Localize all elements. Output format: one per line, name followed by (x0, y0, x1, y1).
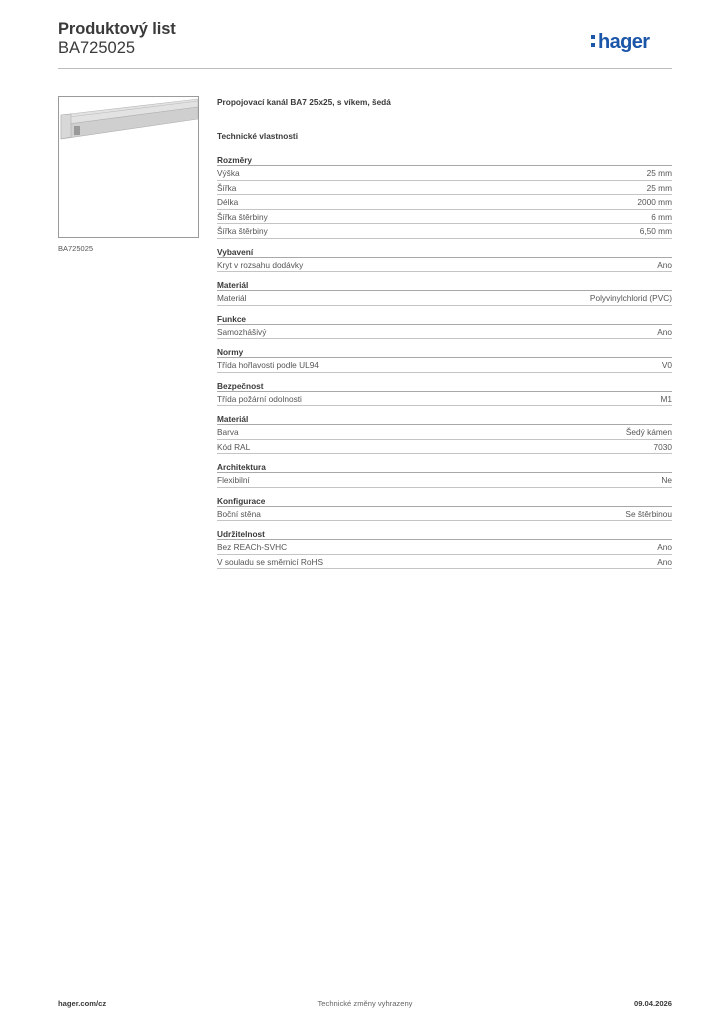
property-row (217, 210, 672, 225)
property-group (217, 279, 672, 306)
property-row (217, 392, 672, 407)
property-group (217, 246, 672, 273)
property-value: 25 mm (646, 168, 672, 178)
property-groups (217, 154, 672, 569)
property-group (217, 528, 672, 569)
property-label: Kryt v rozsahu dodávky (217, 259, 304, 270)
property-row (217, 358, 672, 373)
property-label: Šířka štěrbiny (217, 211, 268, 222)
property-value: Ano (657, 326, 672, 337)
group-title: Konfigurace (217, 495, 672, 507)
property-value: Šedý kámen (625, 427, 672, 437)
property-value: Ano (657, 542, 672, 552)
property-row (217, 181, 672, 196)
property-value: Ano (657, 259, 672, 270)
property-row (217, 425, 672, 440)
property-row (217, 507, 672, 522)
property-value: Ano (657, 556, 672, 567)
group-title: Udržitelnost (217, 528, 672, 540)
property-row (217, 258, 672, 273)
group-title: Rozměry (217, 154, 672, 166)
property-value: Ne (661, 475, 672, 485)
property-label: Délka (217, 197, 239, 207)
group-title: Materiál (217, 279, 672, 291)
property-group (217, 495, 672, 522)
property-value: V0 (661, 360, 672, 370)
property-value: 7030 (653, 441, 672, 452)
group-title: Architektura (217, 461, 672, 473)
property-value: 25 mm (646, 182, 672, 193)
property-row (217, 440, 672, 455)
footer-note: Technické změny vyhrazeny (317, 999, 413, 1008)
group-title: Funkce (217, 313, 672, 325)
header-divider (58, 68, 672, 69)
property-group (217, 154, 672, 239)
property-value: Se štěrbinou (625, 508, 672, 519)
property-label: Šířka štěrbiny (217, 226, 268, 236)
property-value: 6,50 mm (639, 226, 672, 236)
property-label: Třída hořlavosti podle UL94 (217, 360, 319, 370)
property-row (217, 473, 672, 488)
property-label: Šířka (217, 182, 237, 193)
group-title: Normy (217, 346, 672, 358)
document-header (58, 20, 672, 66)
property-row (217, 540, 672, 555)
property-row (217, 325, 672, 340)
product-image (58, 96, 199, 238)
footer-website: hager.com/cz (58, 999, 107, 1008)
property-row (217, 291, 672, 306)
svg-text:hager: hager (598, 31, 650, 53)
property-label: Flexibilní (217, 475, 250, 485)
property-label: Samozhášivý (217, 326, 267, 337)
property-label: Výška (217, 168, 240, 178)
property-row (217, 195, 672, 210)
product-title: Propojovací kanál BA7 25x25, s víkem, šedá (217, 97, 391, 107)
property-label: Materiál (217, 293, 247, 303)
property-label: Barva (217, 427, 239, 437)
property-label: Třída požární odolnosti (217, 393, 302, 404)
image-caption: BA725025 (58, 244, 94, 253)
property-group (217, 313, 672, 340)
property-label: Boční stěna (217, 508, 261, 519)
document-title: Produktový list (58, 20, 176, 38)
property-value: 6 mm (651, 211, 672, 222)
group-title: Materiál (217, 413, 672, 425)
property-value: 2000 mm (637, 197, 672, 207)
hager-logo (590, 28, 672, 54)
property-label: Bez REACh-SVHC (217, 542, 288, 552)
footer-date: 09.04.2026 (633, 999, 672, 1008)
property-value: Polyvinylchlorid (PVC) (589, 293, 672, 303)
property-group (217, 346, 672, 373)
property-row (217, 166, 672, 181)
group-title: Bezpečnost (217, 380, 672, 392)
cable-duct-illustration-icon (59, 97, 198, 237)
property-group (217, 380, 672, 407)
property-value: M1 (660, 393, 672, 404)
property-label: V souladu se směrnicí RoHS (217, 556, 324, 567)
property-row (217, 555, 672, 570)
property-group (217, 413, 672, 454)
product-code: BA725025 (58, 39, 136, 57)
property-group (217, 461, 672, 488)
product-details (217, 96, 672, 576)
group-title: Vybavení (217, 246, 672, 258)
property-row (217, 224, 672, 239)
property-label: Kód RAL (217, 441, 251, 452)
technical-properties-title: Technické vlastnosti (217, 131, 298, 141)
page-footer (58, 998, 672, 1010)
